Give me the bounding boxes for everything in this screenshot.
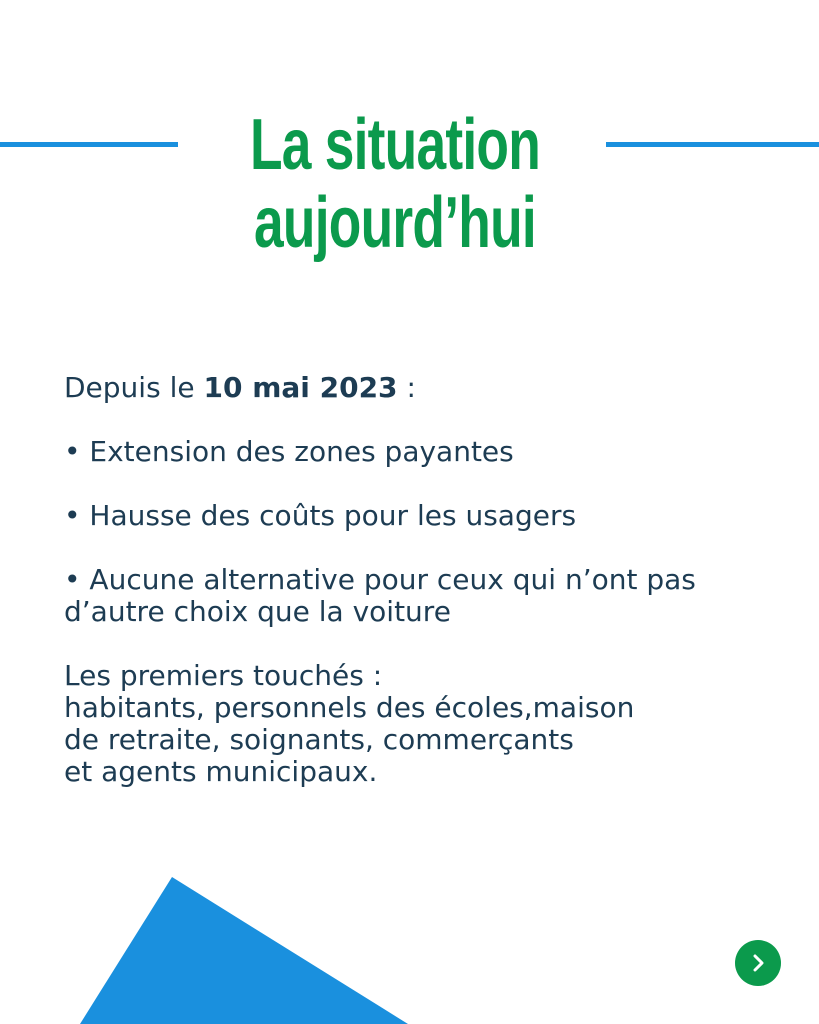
bullet-item: • Aucune alternative pour ceux qui n’ont pas d’autre choix que la voiture bbox=[64, 563, 696, 628]
main-content bbox=[64, 372, 794, 788]
bullet-item: • Hausse des coûts pour les usagers bbox=[64, 499, 577, 532]
title-line-2: aujourd’hui bbox=[254, 183, 536, 264]
affected-line: habitants, personnels des écoles,maison bbox=[64, 691, 635, 724]
affected-line: et agents municipaux. bbox=[64, 755, 378, 788]
chevron-right-icon bbox=[747, 952, 769, 974]
left-divider-line bbox=[0, 142, 178, 147]
next-button[interactable] bbox=[735, 940, 781, 986]
right-divider-line bbox=[606, 142, 819, 147]
intro-text bbox=[64, 372, 794, 404]
affected-heading: Les premiers touchés : bbox=[64, 659, 383, 692]
affected-line: de retraite, soignants, commerçants bbox=[64, 723, 574, 756]
bullet-item: • Extension des zones payantes bbox=[64, 435, 514, 468]
intro-suffix: : bbox=[397, 371, 416, 404]
intro-prefix: Depuis le bbox=[64, 371, 204, 404]
page-title bbox=[243, 106, 546, 262]
title-line-1: La situation bbox=[249, 105, 541, 186]
intro-date: 10 mai 2023 bbox=[203, 371, 398, 404]
